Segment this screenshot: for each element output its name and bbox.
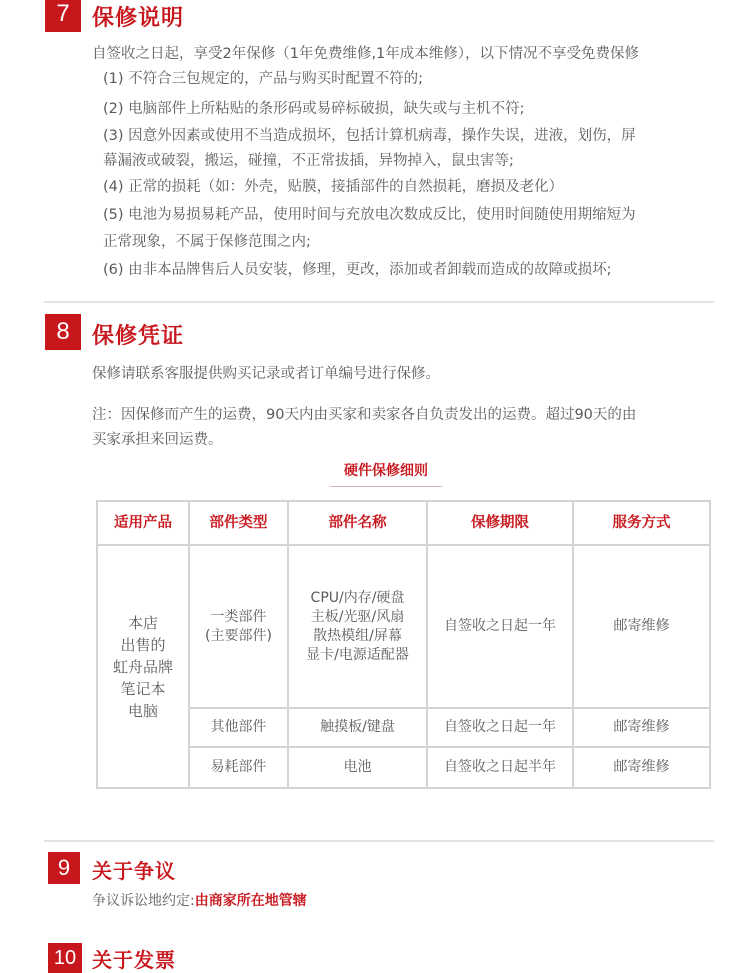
part-type-line: (主要部件) <box>205 627 272 644</box>
dispute-jurisdiction <box>92 890 307 910</box>
warranty-exclusion-4: (4) 正常的损耗（如：外壳，贴膜，接插部件的自然损耗，磨损及老化） <box>103 179 564 195</box>
dispute-value: 由商家所在地管辖 <box>194 893 307 909</box>
table-row <box>97 545 710 708</box>
warranty-exclusion-5: (5) 电池为易损易耗产品，使用时间与充放电次数成反比，使用时间随使用期缩短为 <box>103 207 636 223</box>
part-name-line: 显卡/电源适配器 <box>306 646 409 663</box>
table-row <box>97 708 710 747</box>
shipping-note: 注：因保修而产生的运费，90天内由买家和卖家各自负责发出的运费。超过90天的由 <box>92 407 637 423</box>
warranty-exclusion-2: (2) 电脑部件上所粘贴的条形码或易碎标破损，缺失或与主机不符; <box>103 101 525 117</box>
warranty-exclusion-5-cont: 正常现象，不属于保修范围之内; <box>103 234 311 250</box>
section-9-title: 关于争议 <box>92 859 176 883</box>
header-period: 保修期限 <box>427 501 573 545</box>
service-cell: 邮寄维修 <box>573 747 710 788</box>
warranty-exclusion-3-cont: 幕漏液或破裂，搬运，碰撞，不正常拔插，异物掉入，鼠虫害等; <box>103 153 514 169</box>
part-name-line: CPU/内存/硬盘 <box>310 589 405 606</box>
section-8-number: 8 <box>45 314 81 350</box>
part-type-cell <box>189 545 288 708</box>
table-title: 硬件保修细则 <box>330 460 442 487</box>
service-cell: 邮寄维修 <box>573 708 710 747</box>
section-8-title: 保修凭证 <box>92 324 185 349</box>
period-cell: 自签收之日起半年 <box>427 747 573 788</box>
part-type-cell: 易耗部件 <box>189 747 288 788</box>
part-type-cell: 其他部件 <box>189 708 288 747</box>
product-line: 电脑 <box>127 701 158 720</box>
dispute-label: 争议诉讼地约定: <box>92 893 195 909</box>
part-name-cell: 电池 <box>288 747 427 788</box>
section-divider <box>44 301 714 303</box>
section-7-title: 保修说明 <box>92 6 185 31</box>
section-10-title: 关于发票 <box>92 948 176 972</box>
product-cell <box>97 545 189 788</box>
part-type-line: 一类部件 <box>210 608 267 625</box>
shipping-note-cont: 买家承担来回运费。 <box>92 432 223 448</box>
hardware-warranty-table <box>96 500 711 789</box>
table-header-row <box>97 501 710 545</box>
header-product: 适用产品 <box>97 501 189 545</box>
product-line: 本店 <box>127 613 158 632</box>
header-service: 服务方式 <box>573 501 710 545</box>
part-name-line: 散热模组/屏幕 <box>313 627 402 644</box>
section-10-number: 10 <box>48 943 82 973</box>
warranty-proof-text: 保修请联系客服提供购买记录或者订单编号进行保修。 <box>92 366 440 382</box>
section-7-number: 7 <box>45 0 81 32</box>
period-cell: 自签收之日起一年 <box>427 708 573 747</box>
warranty-exclusion-6: (6) 由非本品牌售后人员安装，修理，更改，添加或者卸载而造成的故障或损坏; <box>103 262 612 278</box>
table-row <box>97 747 710 788</box>
section-9-number: 9 <box>48 852 80 884</box>
product-line: 笔记本 <box>120 679 166 698</box>
part-name-cell: 触摸板/键盘 <box>288 708 427 747</box>
warranty-exclusion-3: (3) 因意外因素或使用不当造成损坏，包括计算机病毒，操作失误，进液，划伤，屏 <box>103 128 636 144</box>
product-line: 虹舟品牌 <box>112 657 173 676</box>
product-line: 出售的 <box>120 635 166 654</box>
header-part-name: 部件名称 <box>288 501 427 545</box>
section-divider <box>44 840 714 842</box>
part-name-cell <box>288 545 427 708</box>
service-cell: 邮寄维修 <box>573 545 710 708</box>
period-cell: 自签收之日起一年 <box>427 545 573 708</box>
header-part-type: 部件类型 <box>189 501 288 545</box>
part-name-line: 主板/光驱/风扇 <box>310 608 405 625</box>
warranty-exclusion-1: (1) 不符合三包规定的，产品与购买时配置不符的; <box>103 71 424 87</box>
warranty-intro: 自签收之日起，享受2年保修（1年免费维修,1年成本维修），以下情况不享受免费保修 <box>92 46 640 62</box>
